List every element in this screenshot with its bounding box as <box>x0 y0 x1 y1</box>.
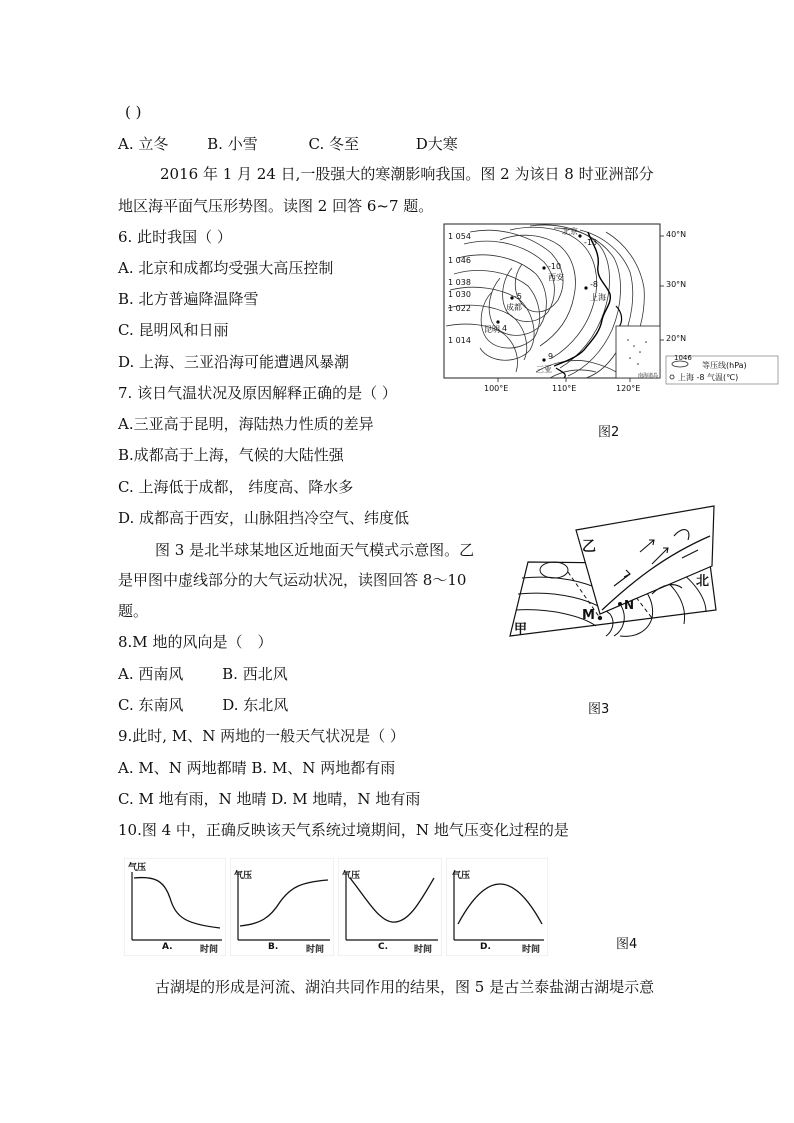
figure-2-pressure-map <box>440 222 780 402</box>
temp-kunming: 4 <box>502 324 508 333</box>
label-m: M <box>582 608 595 623</box>
graph-b-xlabel: 时间 <box>306 945 325 955</box>
lon-120e: 120°E <box>616 384 641 393</box>
q6-option-c: C. 昆明风和日丽 <box>118 321 229 339</box>
intro-fig3-line3: 题。 <box>118 602 149 620</box>
graph-a-letter: A. <box>162 942 173 952</box>
city-beijing: 北京 <box>562 227 578 236</box>
lon-100e: 100°E <box>484 384 509 393</box>
q7-option-a: A.三亚高于昆明，海陆热力性质的差异 <box>118 415 374 433</box>
lat-30n: 30°N <box>666 280 687 289</box>
q5-answer-paren: ( ) <box>125 103 142 121</box>
legend-temp: 上海 -8 气温(℃) <box>678 373 739 382</box>
q8-stem: 8.M 地的风向是（ ） <box>118 633 273 651</box>
figure-4-pressure-graphs <box>124 858 548 956</box>
isobar-label-1022: 1 022 <box>448 304 471 313</box>
graph-d-letter: D. <box>480 942 491 952</box>
city-kunming: 昆明 <box>484 325 500 334</box>
temp-beijing: -13 <box>584 238 598 247</box>
graph-d-ylabel: 气压 <box>452 871 471 881</box>
graph-b-ylabel: 气压 <box>234 871 253 881</box>
isobar-label-1038: 1 038 <box>448 278 471 287</box>
graph-a-xlabel: 时间 <box>200 945 219 955</box>
isobar-label-1054: 1 054 <box>448 232 471 241</box>
q9-options-ab: A. M、N 两地都晴 B. M、N 两地都有雨 <box>118 759 396 777</box>
isobar-label-1046: 1 046 <box>448 256 471 265</box>
label-yi: 乙 <box>582 539 596 555</box>
city-chengdu: 成都 <box>506 303 522 312</box>
q6-option-b: B. 北方普遍降温降雪 <box>118 290 259 308</box>
legend-isobar: 等压线(hPa) <box>702 361 747 370</box>
q5-option-a: A. 立冬 <box>118 135 169 153</box>
figure-4-caption: 图4 <box>616 937 638 952</box>
city-sanya: 三亚 <box>536 365 552 374</box>
legend-value: 1046 <box>674 354 692 362</box>
q9-options-cd: C. M 地有雨，N 地晴 D. M 地晴，N 地有雨 <box>118 790 421 808</box>
q9-stem: 9.此时, M、N 两地的一般天气状况是（ ） <box>118 727 405 745</box>
label-bei: 北 <box>696 574 710 589</box>
inset-label: 南海诸岛 <box>638 373 659 379</box>
graph-a-ylabel: 气压 <box>128 863 147 873</box>
inset-box <box>616 326 660 378</box>
lon-110e: 110°E <box>552 384 577 393</box>
q6-option-a: A. 北京和成都均受强大高压控制 <box>118 259 334 277</box>
graph-c <box>338 858 442 956</box>
label-n: N <box>624 598 635 612</box>
q7-option-c: C. 上海低于成都， 纬度高、降水多 <box>118 478 354 496</box>
label-jia: 甲 <box>514 622 528 637</box>
lat-20n: 20°N <box>666 334 687 343</box>
q8-options-cd <box>118 695 288 715</box>
graph-c-xlabel: 时间 <box>414 945 433 955</box>
intro-fig3-line2: 是甲图中虚线部分的大气运动状况，读图回答 8～10 <box>118 571 467 589</box>
temp-chengdu: -5 <box>514 292 522 301</box>
intro-fig3-line1: 图 3 是北半球某地区近地面天气模式示意图。乙 <box>155 541 475 559</box>
figure-3-caption: 图3 <box>588 702 610 717</box>
graph-a <box>124 858 226 956</box>
q10-stem: 10.图 4 中，正确反映该天气系统过境期间，N 地气压变化过程的是 <box>118 821 569 839</box>
intro-fig2-line2: 地区海平面气压形势图。读图 2 回答 6~7 题。 <box>118 197 434 215</box>
temp-xian: -10 <box>548 262 562 271</box>
temp-sanya: 9 <box>548 352 554 361</box>
q8-option-c: C. 东南风 <box>118 696 184 714</box>
q8-option-b: B. 西北风 <box>222 665 288 683</box>
q6-option-d: D. 上海、三亚沿海可能遭遇风暴潮 <box>118 353 350 371</box>
graph-c-letter: C. <box>378 942 389 952</box>
graph-c-ylabel: 气压 <box>342 871 361 881</box>
city-shanghai: 上海 <box>590 293 606 302</box>
city-xian: 西安 <box>548 273 564 282</box>
lat-40n: 40°N <box>666 230 687 239</box>
q8-option-d: D. 东北风 <box>222 696 289 714</box>
q8-options-ab <box>118 664 288 684</box>
figure-3-weather-model <box>502 500 724 644</box>
q8-option-a: A. 西南风 <box>118 665 184 683</box>
graph-b-letter: B. <box>268 942 279 952</box>
q5-options <box>118 134 458 154</box>
q5-option-d: D大寒 <box>415 135 458 153</box>
weather-model-svg <box>502 500 724 644</box>
isobar-label-1030: 1 030 <box>448 290 471 299</box>
isobar-label-1014: 1 014 <box>448 336 471 345</box>
temp-shanghai: -8 <box>590 280 598 289</box>
q7-stem: 7. 该日气温状况及原因解释正确的是（ ） <box>118 384 397 402</box>
figure-2-caption: 图2 <box>598 425 620 440</box>
q6-stem: 6. 此时我国（ ） <box>118 228 232 246</box>
graph-d-xlabel: 时间 <box>522 945 541 955</box>
q5-option-b: B. 小雪 <box>207 135 258 153</box>
graph-d <box>446 858 548 956</box>
q7-option-d: D. 成都高于西安，山脉阻挡冷空气、纬度低 <box>118 509 410 527</box>
q7-option-b: B.成都高于上海，气候的大陆性强 <box>118 446 344 464</box>
q5-option-c: C. 冬至 <box>308 135 359 153</box>
intro-fig2-line1: 2016 年 1 月 24 日,一股强大的寒潮影响我国。图 2 为该日 8 时亚洲部分 <box>160 165 654 183</box>
graph-b <box>230 858 334 956</box>
intro-fig5: 古湖堤的形成是河流、湖泊共同作用的结果，图 5 是古兰泰盐湖古湖堤示意 <box>155 978 655 996</box>
